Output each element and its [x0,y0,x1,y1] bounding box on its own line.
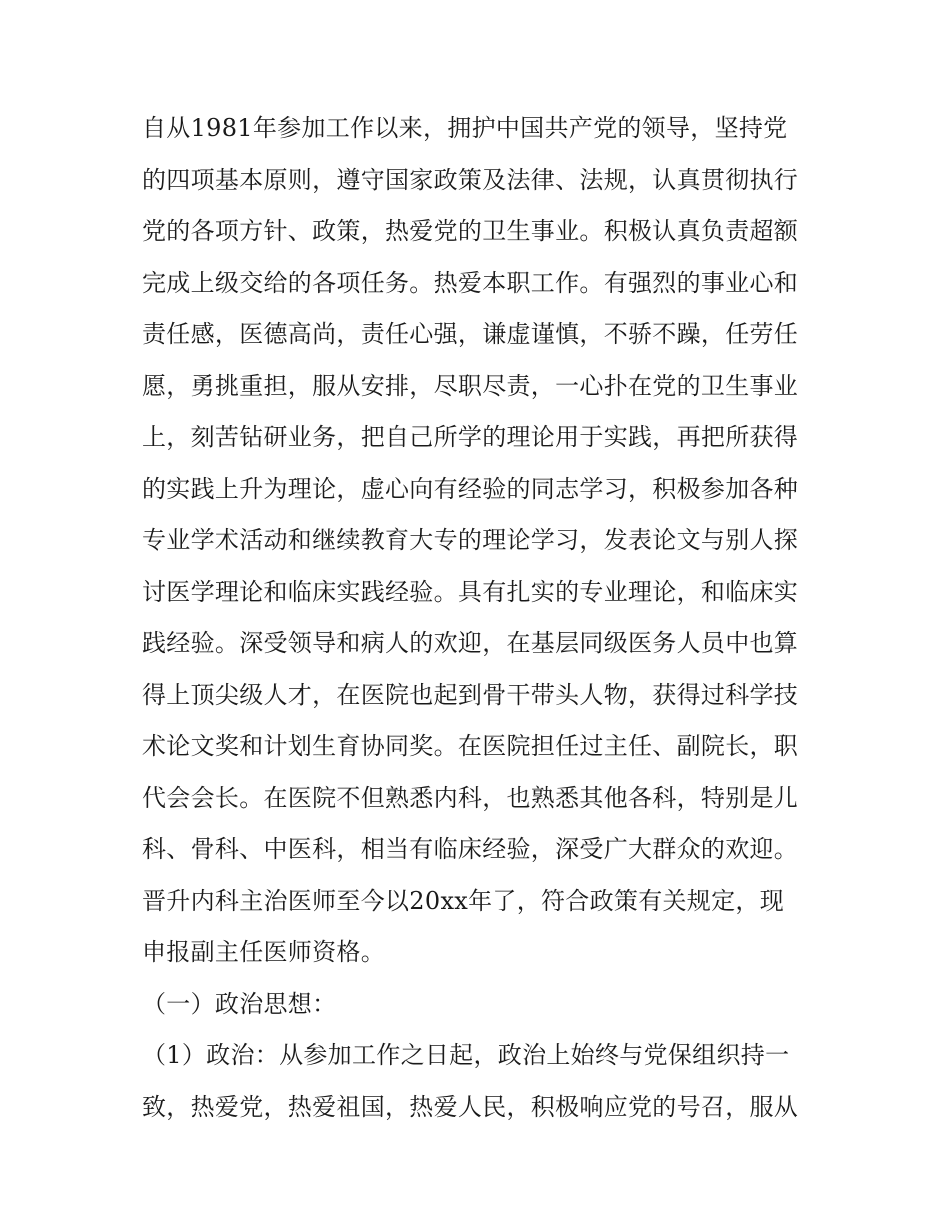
text-line: 晋升内科主治医师至今以20xx年了，符合政策有关规定，现 [142,886,785,915]
text-line: 愿，勇挑重担，服从安排，尽职尽责，一心扑在党的卫生事业 [142,371,799,400]
text-line: 讨医学理论和临床实践经验。具有扎实的专业理论，和临床实 [142,577,799,606]
text-line: 的实践上升为理论，虚心向有经验的同志学习，积极参加各种 [142,474,799,503]
text-line: 代会会长。在医院不但熟悉内科，也熟悉其他各科，特别是儿 [142,783,799,812]
text-line: 责任感，医德高尚，责任心强，谦虚谨慎，不骄不躁，任劳任 [142,320,799,348]
text-line: 自从1981年参加工作以来，拥护中国共产党的领导，坚持党 [142,114,788,142]
text-line: 专业学术活动和继续教育大专的理论学习，发表论文与别人探 [142,526,799,554]
text-line: 科、骨科、中医科，相当有临床经验，深受广大群众的欢迎。 [142,835,799,863]
text-line: 的四项基本原则，遵守国家政策及法律、法规，认真贯彻执行 [142,165,799,194]
text-line: 申报副主任医师资格。 [142,938,385,966]
text-line: 得上顶尖级人才，在医院也起到骨干带头人物，获得过科学技 [142,680,799,709]
text-line: （1）政治：从参加工作之日起，政治上始终与党保组织持一 [142,1041,790,1069]
text-line: 党的各项方针、政策，热爱党的卫生事业。积极认真负责超额 [142,217,799,245]
text-line: 致，热爱党，热爱祖国，热爱人民，积极响应党的号召，服从 [142,1092,799,1121]
text-line: 上，刻苦钻研业务，把自己所学的理论用于实践，再把所获得 [142,423,799,451]
text-line: 完成上级交给的各项任务。热爱本职工作。有强烈的事业心和 [142,268,799,297]
text-line: 术论文奖和计划生育协同奖。在医院担任过主任、副院长，职 [142,732,799,760]
text-line: 践经验。深受领导和病人的欢迎，在基层同级医务人员中也算 [142,629,799,657]
section-heading: （一）政治思想： [142,989,337,1018]
document-body [142,103,822,1133]
